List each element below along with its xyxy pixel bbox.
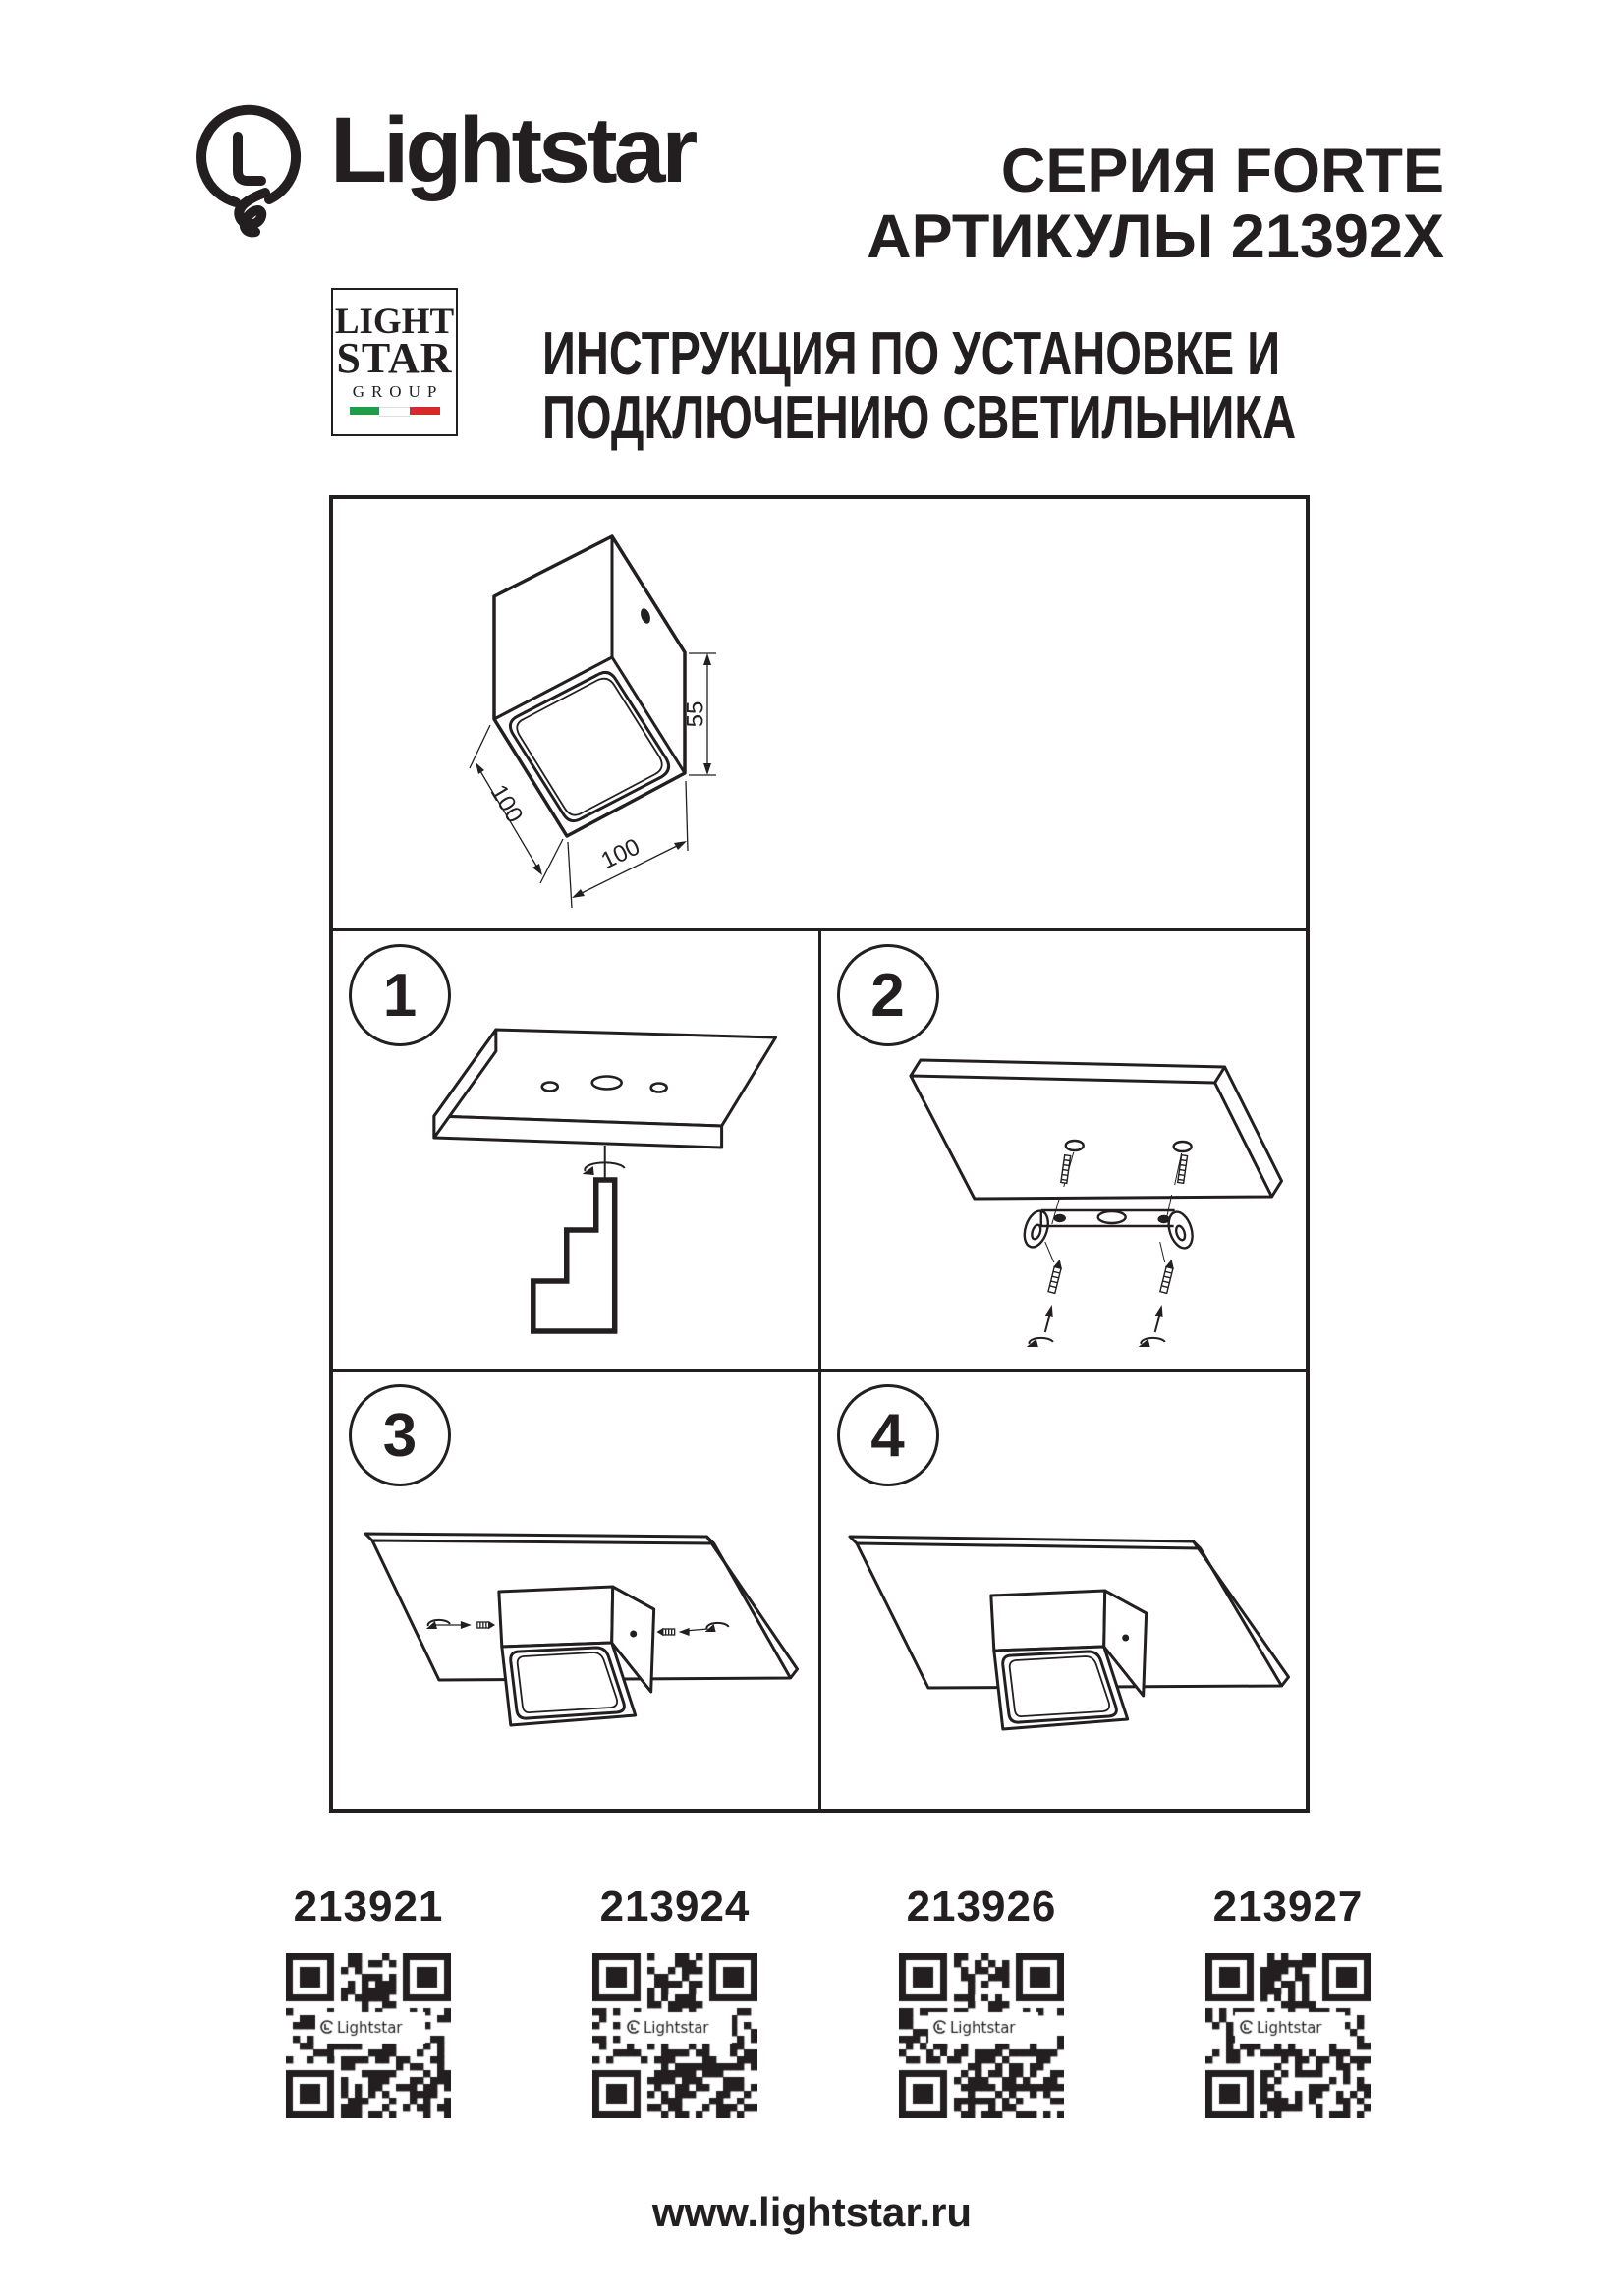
step-3-number: 3 [349, 1384, 451, 1486]
side-screw [658, 1629, 675, 1635]
step-1-diagram [333, 931, 818, 1369]
article-code: 213926 [906, 1882, 1057, 1931]
article-item [1135, 1882, 1441, 2123]
fixture-cube [499, 1587, 654, 1725]
step-2-number: 2 [837, 944, 939, 1046]
step-4-diagram [821, 1372, 1307, 1809]
screw-anchor [1159, 1260, 1174, 1294]
screw-anchor [1047, 1260, 1062, 1294]
fixture-dimension-diagram [333, 499, 1306, 928]
website-url: www.lightstar.ru [651, 2189, 973, 2235]
step-2-diagram [821, 931, 1307, 1369]
article-code: 213921 [293, 1882, 444, 1931]
step-2-cell [821, 931, 1307, 1372]
series-block [867, 139, 1444, 270]
dim-100-depth-label: 100 [484, 780, 529, 828]
fixture-dimension-cell [333, 499, 1306, 931]
article-item [522, 1882, 828, 2123]
article-item [215, 1882, 522, 2123]
badge-group: GROUP [352, 382, 444, 401]
bulb-icon [195, 83, 312, 246]
wire-hole [639, 607, 652, 625]
page-title: ИНСТРУКЦИЯ ПО УСТАНОВКЕ И ПОДКЛЮЧЕНИЮ СВЕТИЛЬНИКА [542, 320, 1297, 452]
step-4-cell [821, 1372, 1307, 1809]
step-3-diagram [333, 1372, 818, 1809]
lightstar-group-badge [331, 288, 458, 436]
ceiling-plate [910, 1060, 1281, 1199]
diagram-table [329, 495, 1310, 1813]
side-screw-hole [630, 1631, 637, 1638]
series-articles: АРТИКУЛЫ 21392X [867, 202, 1444, 271]
diffuser-outer [510, 672, 668, 820]
fixture-cube-outline [494, 536, 685, 836]
qr-code [286, 1953, 451, 2118]
diffuser-inner [517, 679, 661, 815]
step-drill-shape [533, 1180, 615, 1331]
dim-55-label: 55 [682, 700, 709, 728]
step-1-cell [333, 931, 821, 1372]
side-screw-hole [1122, 1635, 1129, 1642]
badge-star: STAR [336, 334, 453, 382]
step-4-number: 4 [837, 1384, 939, 1486]
article-item [828, 1882, 1135, 2123]
side-screw [477, 1622, 494, 1628]
article-list [215, 1882, 1441, 2123]
qr-code [1205, 1953, 1371, 2118]
up-arrow-icon [1154, 1305, 1162, 1317]
badge-light: LIGHT [334, 302, 455, 342]
step-1-number: 1 [349, 944, 451, 1046]
article-code: 213927 [1212, 1882, 1364, 1931]
brand-wordmark: Lightstar [330, 98, 695, 202]
footer [0, 2189, 1624, 2236]
step-3-cell [333, 1372, 821, 1809]
dim-100-width-label: 100 [596, 833, 644, 875]
article-code: 213924 [599, 1882, 751, 1931]
qr-code [592, 1953, 757, 2118]
qr-code [899, 1953, 1064, 2118]
fixture-cube [990, 1591, 1146, 1729]
italian-flag-icon [350, 407, 440, 415]
series-title: СЕРИЯ FORTE [1000, 137, 1444, 205]
up-arrow-icon [1044, 1305, 1052, 1317]
